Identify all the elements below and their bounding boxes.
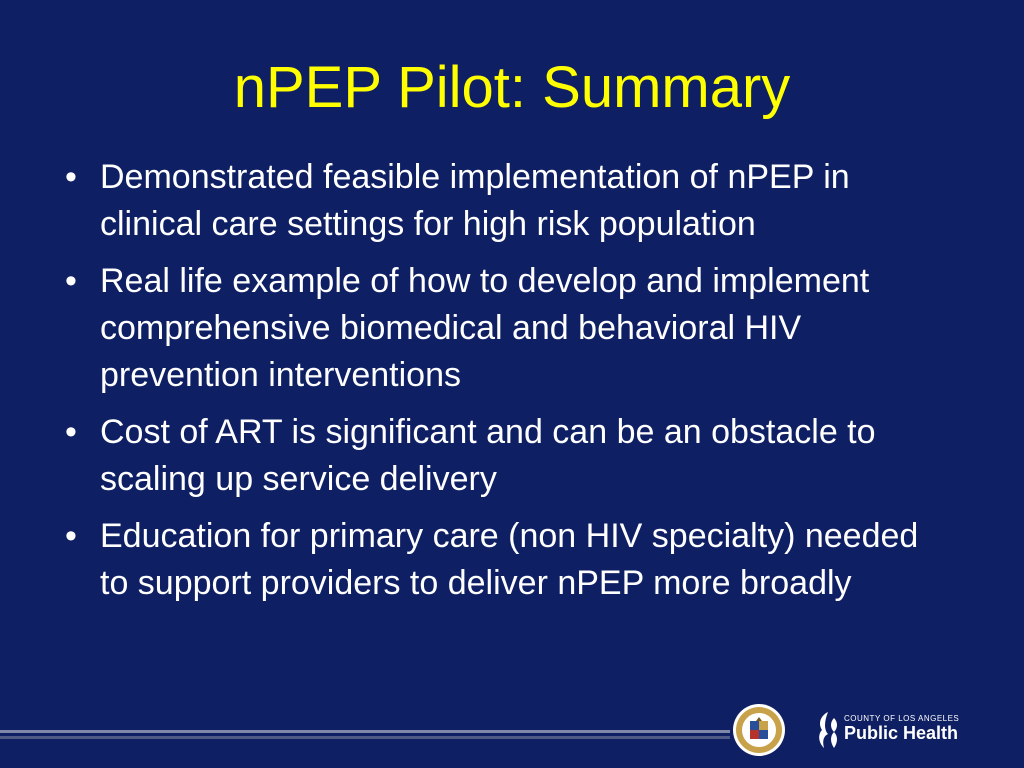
footer-line-top xyxy=(0,730,730,733)
bullet-text: Real life example of how to develop and implement comprehensive biomedical and behavioral HIV prevention interventions xyxy=(100,262,870,394)
bullet-item xyxy=(56,513,956,607)
logo-county-text: COUNTY OF LOS ANGELES xyxy=(844,714,960,723)
bullet-item xyxy=(56,258,956,399)
bullet-marker: • xyxy=(65,262,77,300)
bullet-marker: • xyxy=(65,413,77,451)
bullet-text: Demonstrated feasible implementation of nPEP in clinical care settings for high risk population xyxy=(100,158,850,243)
bullet-list xyxy=(56,154,956,617)
public-health-logo xyxy=(814,708,964,758)
bullet-marker: • xyxy=(65,158,77,196)
bullet-text: Education for primary care (non HIV specialty) needed to support providers to deliver nPEP more broadly xyxy=(100,517,919,602)
bullet-marker: • xyxy=(65,517,77,555)
slide-title: nPEP Pilot: Summary xyxy=(233,55,791,120)
footer-line-bottom xyxy=(0,736,730,739)
logo-public-health-text: Public Health xyxy=(844,723,959,743)
footer-rule xyxy=(0,726,730,742)
bullet-text: Cost of ART is significant and can be an obstacle to scaling up service delivery xyxy=(100,413,876,498)
bullet-item xyxy=(56,409,956,503)
county-seal-icon xyxy=(732,703,786,757)
public-health-mark-icon xyxy=(814,710,842,752)
bullet-item xyxy=(56,154,956,248)
